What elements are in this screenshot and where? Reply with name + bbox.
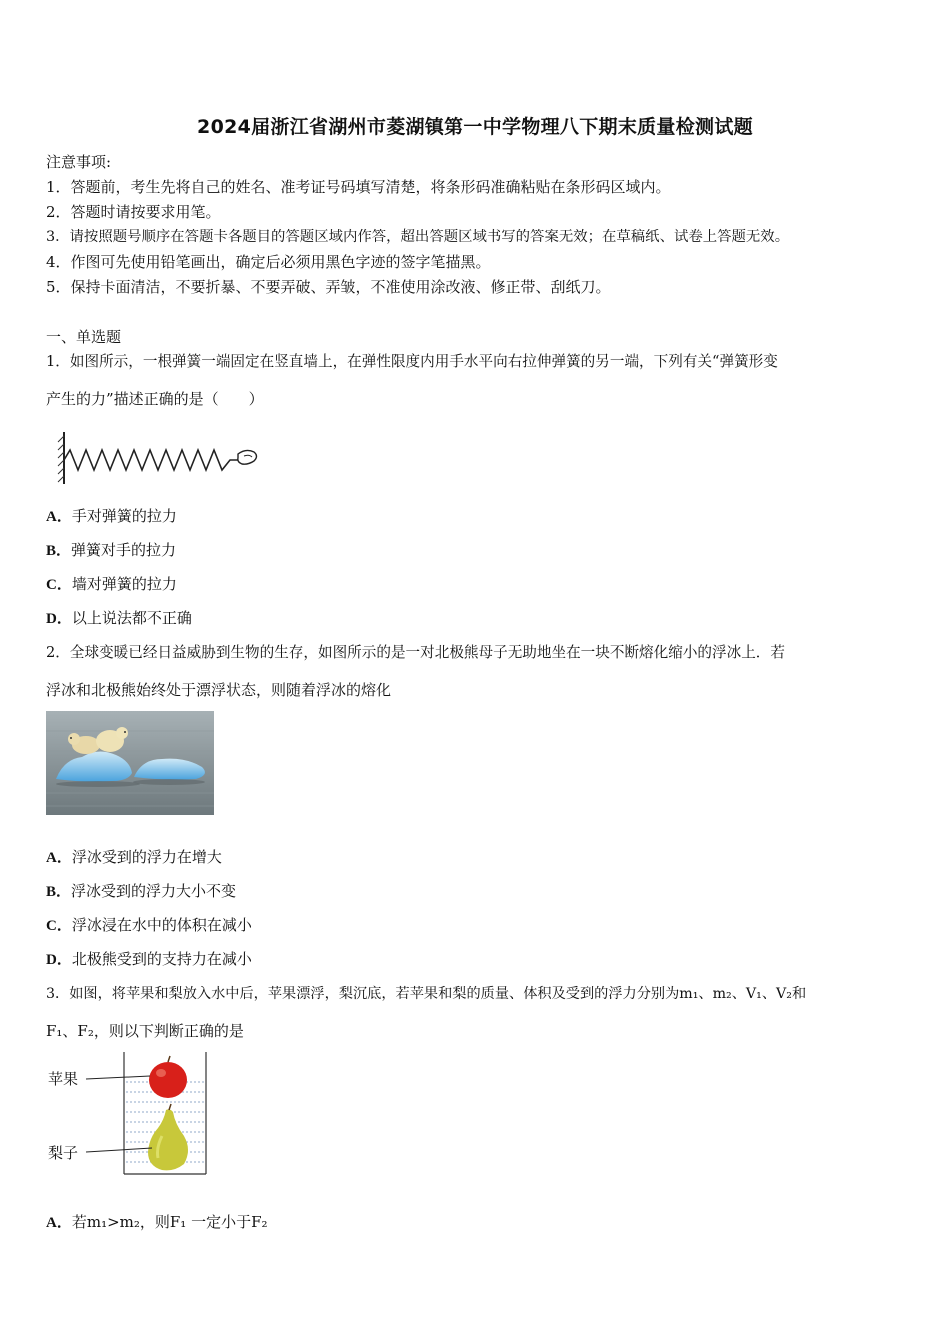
pear-label: 梨子 xyxy=(48,1144,79,1162)
option-c: C．墙对弹簧的拉力 xyxy=(46,575,177,593)
option-d: D．以上说法都不正确 xyxy=(46,609,192,627)
page-title: 2024届浙江省湖州市菱湖镇第一中学物理八下期末质量检测试题 xyxy=(197,116,753,138)
question-3-text: F₁、F₂，则以下判断正确的是 xyxy=(46,1022,244,1040)
notice-item: 2．答题时请按要求用笔。 xyxy=(46,203,221,221)
apple-label: 苹果 xyxy=(48,1070,79,1088)
option-d: D．北极熊受到的支持力在减小 xyxy=(46,950,252,968)
notice-item: 3．请按照题号顺序在答题卡各题目的答题区域内作答，超出答题区域书写的答案无效；在草稿纸、试卷上答题无效。 xyxy=(46,229,790,245)
option-b: B．弹簧对手的拉力 xyxy=(46,541,177,559)
section-heading: 一、单选题 xyxy=(46,328,122,346)
spring-figure xyxy=(56,428,266,488)
option-a: A．浮冰受到的浮力在增大 xyxy=(46,848,222,866)
option-a: A．手对弹簧的拉力 xyxy=(46,507,177,525)
question-3-text: 3．如图，将苹果和梨放入水中后，苹果漂浮，梨沉底，若苹果和梨的质量、体积及受到的浮力分别为m₁、m₂、V₁、V₂和 xyxy=(46,986,807,1002)
question-2-text: 2．全球变暖已经日益威胁到生物的生存，如图所示的是一对北极熊母子无助地坐在一块不断熔化缩小的浮冰上．若 xyxy=(46,644,785,661)
question-1-text: 1．如图所示，一根弹簧一端固定在竖直墙上，在弹性限度内用手水平向右拉伸弹簧的另一端，下列有关“弹簧形变 xyxy=(46,353,778,370)
question-1-text: 产生的力”描述正确的是（ ） xyxy=(46,390,264,408)
notice-item: 4．作图可先使用铅笔画出，确定后必须用黑色字迹的签字笔描黑。 xyxy=(46,253,491,271)
option-b: B．浮冰受到的浮力大小不变 xyxy=(46,882,237,900)
polar-bear-ice-photo xyxy=(46,711,214,815)
notice-item: 5．保持卡面清洁，不要折暴、不要弄破、弄皱，不准使用涂改液、修正带、刮纸刀。 xyxy=(46,278,611,296)
option-a: A．若m₁>m₂，则F₁ 一定小于F₂ xyxy=(46,1213,268,1231)
notice-item: 1．答题前，考生先将自己的姓名、准考证号码填写清楚，将条形码准确粘贴在条形码区域内。 xyxy=(46,178,671,196)
notice-heading: 注意事项: xyxy=(46,153,112,171)
option-c: C．浮冰浸在水中的体积在减小 xyxy=(46,916,252,934)
question-2-text: 浮冰和北极熊始终处于漂浮状态，则随着浮冰的熔化 xyxy=(46,681,392,699)
apple-pear-figure xyxy=(46,1052,210,1176)
